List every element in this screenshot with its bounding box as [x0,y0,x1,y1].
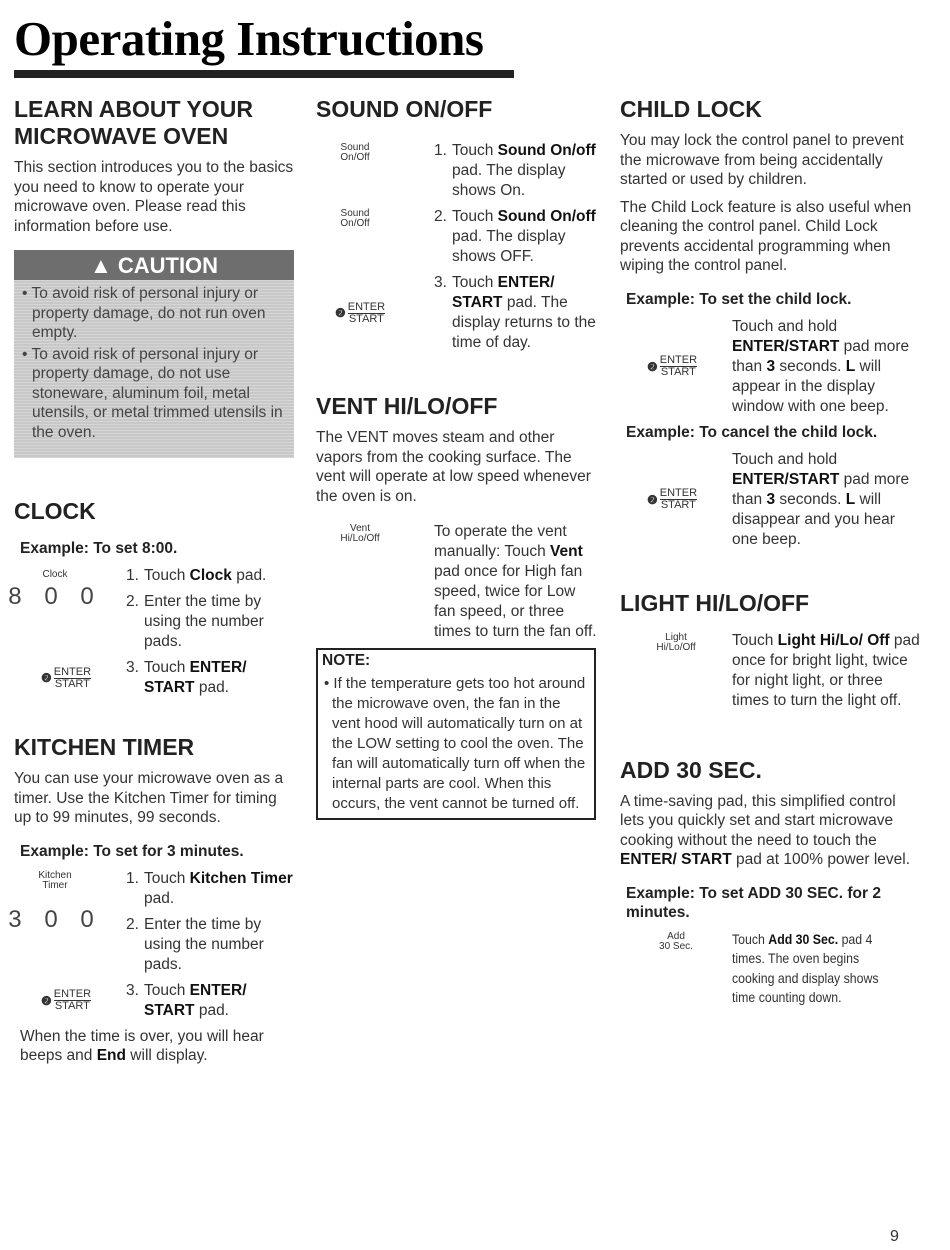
add30-step: Add 30 Sec. Touch Add 30 Sec. pad 4 times. The oven begins cooking and display shows time counting down. [620,930,920,1008]
sound-step-1: Sound On/Off 1. Touch Sound On/off pad. The display shows On. [340,142,596,199]
clock-pad-label: Clock [42,569,68,580]
note-text: • If the temperature gets too hot around the microwave oven, the fan in the vent hood will automatically turn on at the LOW setting to cool the oven. The fan will automatically turn off when the internal parts are cool. When this occurs, the vent cannot be turned off. [324,675,586,812]
enter-start-pad-icon: ❷ ENTER START [334,300,386,325]
add30-heading: ADD 30 SEC. [620,756,762,783]
sound-heading: SOUND ON/OFF [316,96,493,122]
childlock-body-1: You may lock the control panel to prevent the microwave from being accidentally started or used by children. [620,132,904,188]
clock-example: Example: To set 8:00. [20,540,178,557]
title-underline [14,70,514,78]
sound-pad-label: Sound On/Off [340,208,370,229]
sound-step-2: Sound On/Off 2. Touch Sound On/off pad. The display shows OFF. [340,208,596,265]
timer-step-3: ❷ ENTER START 3. Touch ENTER/ START pad. [40,981,247,1019]
sound-step-3: ❷ ENTER START 3. Touch ENTER/ START pad. The display returns to the time of day. [334,274,596,351]
caution-header [14,250,294,280]
timer-end: When the time is over, you will hear beeps and End will display. [20,1027,264,1064]
column-left [8,96,296,1074]
clock-heading: CLOCK [14,498,96,524]
childlock-heading: CHILD LOCK [620,96,762,122]
note-box [316,648,596,820]
learn-body: This section introduces you to the basics you need to know to operate your microwave oven. Please read this information before use. [14,159,294,235]
enter-start-pad-icon: ❷ ENTER START [40,665,92,690]
light-pad-label: Light Hi/Lo/Off [656,631,696,653]
add30-example: Example: To set ADD 30 SEC. for 2 minutes. [626,884,881,921]
enter-start-pad-icon: ❷ ENTER START [646,354,698,378]
vent-step: Vent Hi/Lo/Off To operate the vent manually: Touch Vent pad once for High fan speed, twice for Low fan speed, or three times to turn the fan off. [340,523,597,640]
page-title: Operating Instructions [14,11,484,66]
add30-pad-label: Add 30 Sec. [659,930,693,952]
timer-step-2: 3 0 0 2. Enter the time by using the number pads. [8,905,264,973]
light-heading: LIGHT HI/LO/OFF [620,589,810,616]
add30-body: A time-saving pad, this simplified control lets you quickly set and start microwave cooking without the need to touch the ENTER/ START pad at 100% power level. [620,792,911,868]
timer-body: You can use your microwave oven as a timer. Use the Kitchen Timer for timing up to 99 minutes, 99 seconds. [14,770,284,826]
childlock-example-cancel: Example: To cancel the child lock. [626,423,878,441]
childlock-body-2: The Child Lock feature is also useful when cleaning the control panel. Child Lock prevents accidental programming when wiping the control panel. [620,198,912,274]
childlock-set-step: ❷ ENTER START Touch and hold ENTER/START pad more than 3 seconds. L will appear in the display window with one beep. [646,317,910,415]
vent-body: The VENT moves steam and other vapors from the cooking surface. The vent will operate at low speed whenever the oven is on. [316,429,591,505]
vent-pad-label: Vent Hi/Lo/Off [340,523,380,544]
vent-heading: VENT HI/LO/OFF [316,393,498,419]
sound-pad-label: Sound On/Off [340,142,370,163]
clock-step-1: Clock 1. Touch Clock pad. [42,567,267,584]
childlock-example-set: Example: To set the child lock. [626,290,852,308]
column-middle [316,96,598,820]
page-number: 9 [890,1228,899,1245]
clock-step-3: ❷ ENTER START 3. Touch ENTER/ START pad. [40,659,247,696]
caution-item: • To avoid risk of personal injury or property damage, do not use stoneware, aluminum foil, metal utensils, or metal trimmed utensils in the oven. [22,345,283,441]
timer-pad-label: Kitchen Timer [38,869,72,891]
column-right [620,96,920,1014]
caution-box [14,250,294,458]
enter-start-pad-icon: ❷ ENTER START [40,988,92,1012]
timer-example: Example: To set for 3 minutes. [20,842,244,860]
clock-step-2: 8 0 0 2. Enter the time by using the number pads. [8,583,264,650]
note-heading: NOTE: [322,652,371,669]
timer-heading: KITCHEN TIMER [14,734,195,760]
timer-digits: 3 0 0 [8,905,102,933]
caution-label: CAUTION [117,253,219,278]
caution-item: • To avoid risk of personal injury or property damage, do not run oven empty. [22,285,266,341]
clock-digits: 8 0 0 [8,583,102,610]
childlock-cancel-step: ❷ ENTER START Touch and hold ENTER/START pad more than 3 seconds. L will disappear and you hear one beep. [646,450,910,548]
timer-step-1: Kitchen Timer 1. Touch Kitchen Timer pad. [38,869,293,907]
enter-start-pad-icon: ❷ ENTER START [646,487,698,511]
warning-triangle-icon: ▲ [89,253,112,278]
learn-heading: LEARN ABOUT YOUR MICROWAVE OVEN [14,96,253,149]
light-step: Light Hi/Lo/Off Touch Light Hi/Lo/ Off pad once for bright light, twice for night light, or three times to turn the light off. [656,631,920,709]
